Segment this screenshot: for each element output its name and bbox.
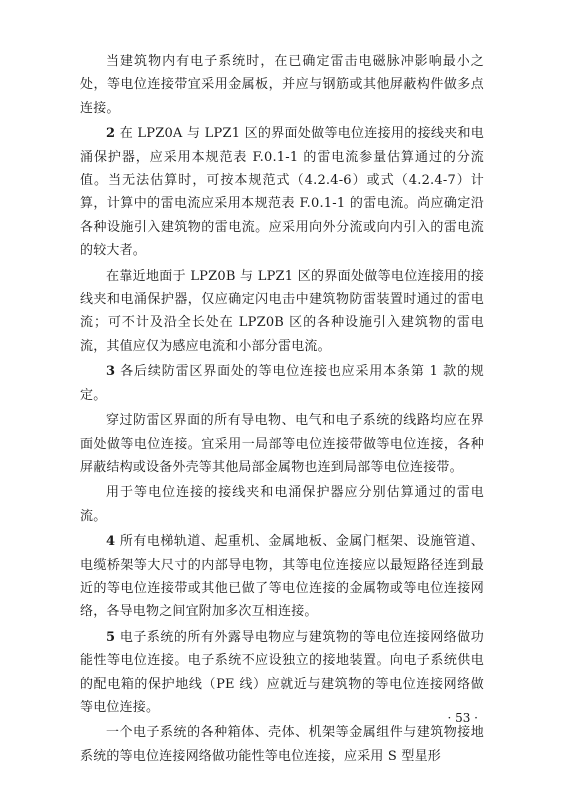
page-number: · 53 · [447,711,478,725]
item-number: 4 [106,534,116,550]
paragraph: 当建筑物内有电子系统时，在已确定雷击电磁脉冲影响最小之处，等电位连接带宜采用金属板，并应与钢筋或其他屏蔽构件做多点连接。 [80,54,484,116]
item-number: 3 [106,364,116,380]
paragraph: 3 各后续防雷区界面处的等电位连接也应采用本条第 1 款的规定。 [80,364,484,403]
paragraph: 2 在 LPZ0A 与 LPZ1 区的界面处做等电位连接用的接线夹和电涌保护器，应采用本规范表 F.0.1-1 的雷电流参量估算通过的分流值。当无法估算时，可按本规范式（4.2.4-6）或式（4.2.4-7）计算，计算中的雷电流应采用本规范表 F.0.1-1 的雷电流。尚应确定沿各种设施引入建筑物的雷电流。应采用向外分流或向内引入的雷电流的较大者。 [80,126,484,259]
paragraph: 4 所有电梯轨道、起重机、金属地板、金属门框架、设施管道、电缆桥架等大尺寸的内部导电物，其等电位连接应以最短路径连到最近的等电位连接带或其他已做了等电位连接的金属物或等电位连接网络，各导电物之间宜附加多次互相连接。 [80,534,484,620]
body-text [80,50,484,770]
paragraph: 一个电子系统的各种箱体、壳体、机架等金属组件与建筑物接地系统的等电位连接网络做功能性等电位连接，应采用 S 型星形 [80,725,484,764]
paragraph: 5 电子系统的所有外露导电物应与建筑物的等电位连接网络做功能性等电位连接。电子系统不应设独立的接地装置。向电子系统供电的配电箱的保护地线（PE 线）应就近与建筑物的等电位连接网络做等电位连接。 [80,629,484,715]
item-number: 5 [106,629,116,645]
paragraph: 用于等电位连接的接线夹和电涌保护器应分别估算通过的雷电流。 [80,485,484,524]
paragraph: 穿过防雷区界面的所有导电物、电气和电子系统的线路均应在界面处做等电位连接。宜采用一局部等电位连接带做等电位连接，各种屏蔽结构或设备外壳等其他局部金属物也连到局部等电位连接带。 [80,413,484,475]
paragraph: 在靠近地面于 LPZ0B 与 LPZ1 区的界面处做等电位连接用的接线夹和电涌保护器，仅应确定闪电击中建筑物防雷装置时通过的雷电流；可不计及沿全长处在 LPZ0B 区的各种设施引入建筑物的雷电流，其值应仅为感应电流和小部分雷电流。 [80,268,484,354]
item-number: 2 [106,126,116,142]
